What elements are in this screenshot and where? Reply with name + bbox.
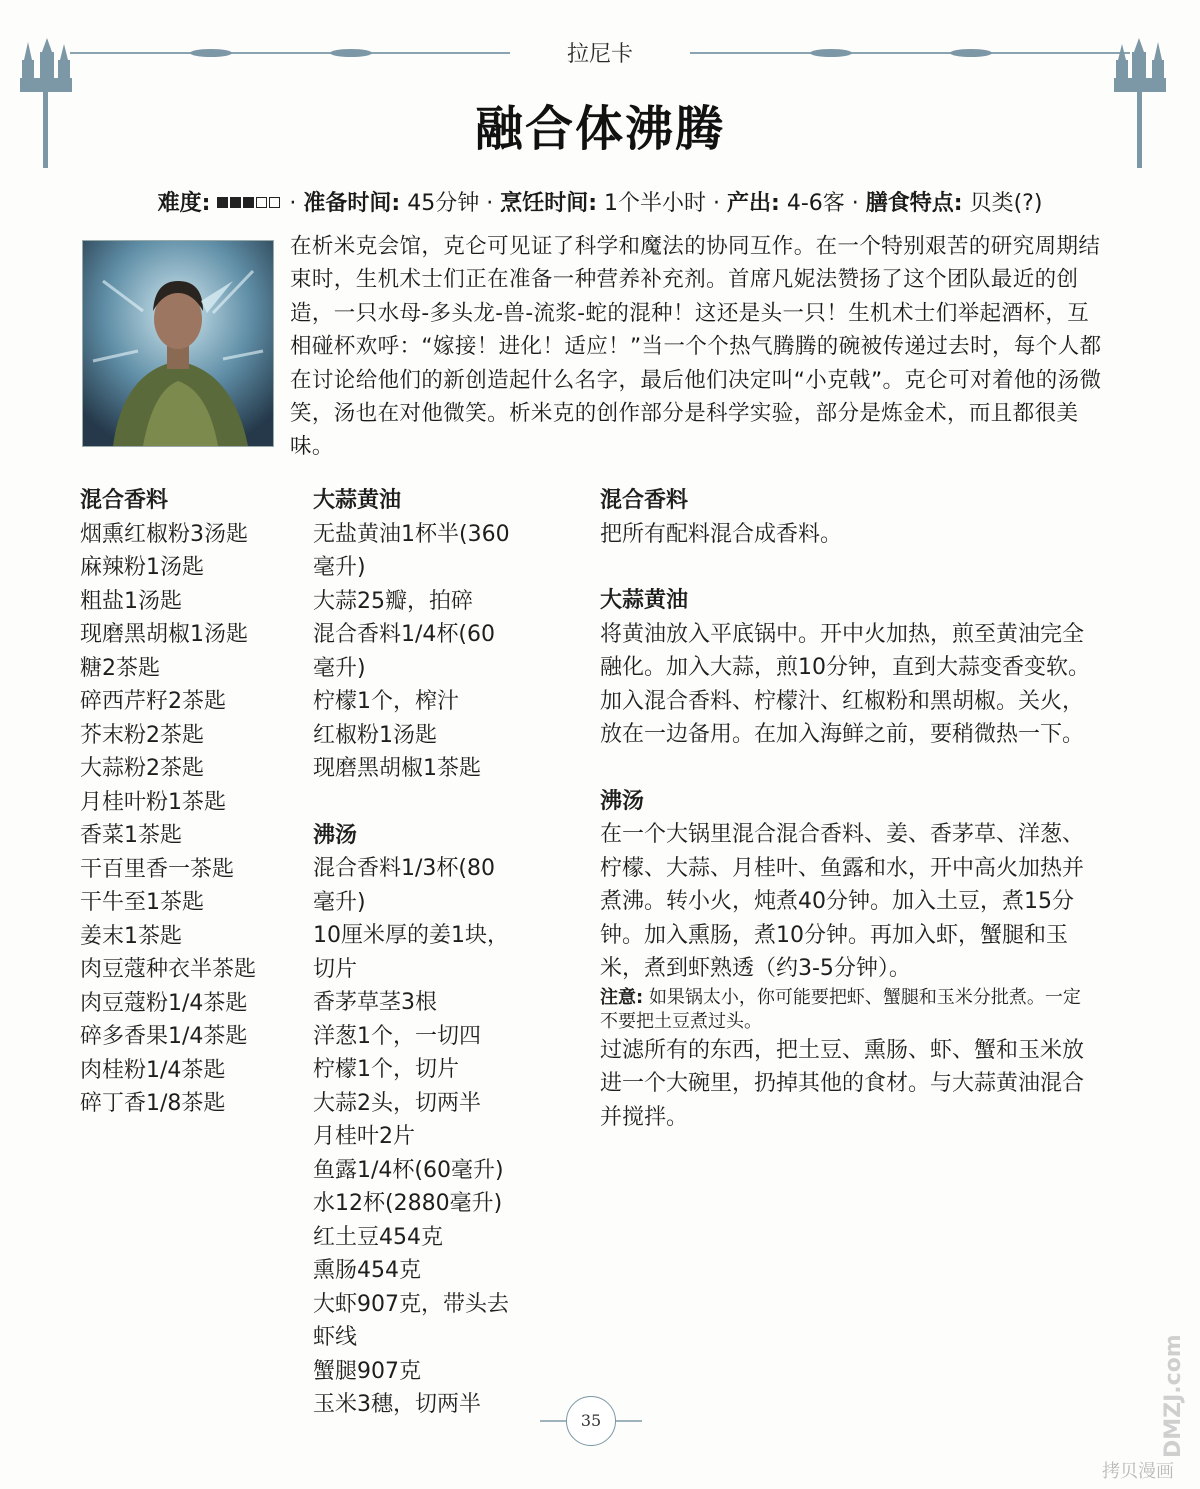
- ingredient-item: 蟹腿907克: [313, 1358, 421, 1384]
- ingredients-spice-heading: 混合香料: [80, 488, 169, 513]
- ingredient-item: 碎丁香1/8茶匙: [80, 1091, 226, 1116]
- difficulty-label: 难度:: [157, 191, 211, 216]
- instructions-butter-text-2: 加入混合香料、柠檬汁、红椒粉和黑胡椒。关火，放在一边备用。在加入海鲜之前，要稍微热一下。: [600, 688, 1085, 747]
- page-number: 35: [566, 1396, 616, 1446]
- instructions-spice-heading: 混合香料: [600, 488, 689, 513]
- ingredient-item: 姜末1茶匙: [80, 923, 182, 949]
- ingredient-item: 大蒜2头，切两半: [313, 1090, 481, 1116]
- page-number-rule-left: [540, 1420, 568, 1422]
- ingredient-item: 大蒜粉2茶匙: [80, 756, 204, 781]
- ingredient-item: 月桂叶2片: [313, 1124, 415, 1149]
- ingredient-item: 大虾907克，带头去: [313, 1291, 509, 1317]
- ingredient-item: 烟熏红椒粉3汤匙: [80, 521, 248, 547]
- instructions-note: [600, 986, 1090, 1034]
- page-number-rule-right: [614, 1420, 642, 1422]
- ingredient-item: 碎西芹籽2茶匙: [80, 689, 226, 714]
- recipe-title: 融合体沸腾: [474, 101, 725, 157]
- ingredients-butter-heading: 大蒜黄油: [313, 488, 402, 513]
- difficulty-empty-icon: [256, 197, 267, 208]
- ingredient-item: 肉桂粉1/4茶匙: [80, 1057, 226, 1083]
- difficulty-filled-icon: [243, 197, 254, 208]
- section-title: 拉尼卡: [566, 42, 633, 67]
- ingredient-item: 碎多香果1/4茶匙: [80, 1024, 248, 1049]
- ingredient-item: 熏肠454克: [313, 1258, 421, 1283]
- ingredient-item: 糖2茶匙: [80, 655, 160, 681]
- ingredient-item: 毫升): [313, 555, 366, 580]
- ingredient-item: 肉豆蔻种衣半茶匙: [80, 957, 257, 982]
- ingredient-item: 柠檬1个，切片: [313, 1057, 459, 1082]
- ingredient-item: 玉米3穗，切两半: [313, 1392, 481, 1417]
- instructions-column: [600, 484, 1090, 1134]
- cook-time-value: 1个半小时: [604, 191, 707, 216]
- instructions-boil-heading: 沸汤: [600, 788, 645, 814]
- diet-value: 贝类(?): [969, 191, 1043, 216]
- ingredient-item: 柠檬1个，榨汁: [313, 689, 459, 714]
- ingredients-butter-list: [313, 518, 553, 786]
- ingredient-item: 芥末粉2茶匙: [80, 722, 204, 748]
- ingredients-spice-list: [80, 518, 300, 1121]
- yield-value: 4-6客: [786, 191, 845, 216]
- ingredient-item: 月桂叶粉1茶匙: [80, 789, 226, 815]
- ingredient-item: 水12杯(2880毫升): [313, 1191, 503, 1216]
- ingredient-item: 混合香料1/4杯(60: [313, 622, 495, 647]
- cook-time-label: 烹饪时间:: [500, 191, 598, 216]
- instructions-boil-text: 在一个大锅里混合混合香料、姜、香茅草、洋葱、柠檬、大蒜、月桂叶、鱼露和水，开中高火加热并煮沸。转小火，炖煮40分钟。加入土豆，煮15分钟。加入熏肠，煮10分钟。再加入虾，蟹腿和玉米，煮到虾熟透（约3-5分钟）。: [600, 822, 1085, 981]
- ingredient-item: 干牛至1茶匙: [80, 890, 204, 915]
- instructions-butter-text-1: 将黄油放入平底锅中。开中火加热，煎至黄油完全融化。加入大蒜，煎10分钟，直到大蒜变香变软。: [600, 621, 1090, 680]
- ingredient-item: 香菜1茶匙: [80, 823, 182, 848]
- recipe-meta: 难度: · 准备时间: 45分钟 · 烹饪时间: 1个半小时 · 产出: 4-6客 · 膳食特点: 贝类(?): [157, 191, 1043, 216]
- ingredient-item: 红椒粉1汤匙: [313, 722, 437, 748]
- difficulty-empty-icon: [269, 197, 280, 208]
- note-label: 注意:: [600, 986, 644, 1008]
- instructions-butter-heading: 大蒜黄油: [600, 588, 689, 613]
- ingredient-item: 香茅草茎3根: [313, 990, 437, 1015]
- ingredients-spice-column: [80, 484, 300, 1121]
- difficulty-filled-icon: [217, 197, 228, 208]
- ingredient-item: 大蒜25瓣，拍碎: [313, 588, 473, 614]
- ingredient-item: 毫升): [313, 655, 366, 681]
- ingredient-item: 切片: [313, 956, 358, 982]
- ingredient-item: 现磨黑胡椒1汤匙: [80, 622, 248, 647]
- ingredient-item: 现磨黑胡椒1茶匙: [313, 756, 481, 781]
- copy-manga-watermark: 拷贝漫画: [1102, 1461, 1174, 1482]
- diet-label: 膳食特点:: [865, 191, 963, 216]
- note-text: 如果锅太小，你可能要把虾、蟹腿和玉米分批煮。一定不要把土豆煮过头。: [600, 986, 1081, 1032]
- svg-text:DMZJ.com: DMZJ.com: [1161, 1334, 1186, 1458]
- intro-paragraph: 在析米克会馆，克仑可见证了科学和魔法的协同互作。在一个特别艰苦的研究周期结束时，生机术士们正在准备一种营养补充剂。首席凡妮法赞扬了这个团队最近的创造，一只水母-多头龙-兽-流浆-蛇的混种！这还是头一只！生机术士们举起酒杯，互相碰杯欢呼：“嫁接！进化！适应！”当一个个热气腾腾的碗被传递过去时，每个人都在讨论给他们的新创造起什么名字，最后他们决定叫“小克戟”。克仑可对着他的汤微笑，汤也在对他微笑。析米克的创作部分是科学实验，部分是炼金术，而且都很美味。: [290, 234, 1102, 460]
- ingredient-item: 洋葱1个，一切四: [313, 1023, 481, 1049]
- ingredients-boil-heading: 沸汤: [313, 822, 358, 848]
- yield-label: 产出:: [727, 191, 780, 216]
- difficulty-filled-icon: [230, 197, 241, 208]
- ingredient-item: 毫升): [313, 889, 366, 915]
- ingredients-butter-boil-column: [313, 484, 553, 1422]
- difficulty-rating: [217, 191, 282, 216]
- ingredient-item: 红土豆454克: [313, 1224, 443, 1250]
- ingredient-item: 肉豆蔻粉1/4茶匙: [80, 990, 248, 1016]
- instructions-boil-text-2: 过滤所有的东西，把土豆、熏肠、虾、蟹和玉米放进一个大碗里，扔掉其他的食材。与大蒜黄油混合并搅拌。: [600, 1037, 1085, 1130]
- ingredients-boil-list: [313, 852, 553, 1422]
- instructions-spice-text: 把所有配料混合成香料。: [600, 521, 843, 547]
- ingredient-item: 麻辣粉1汤匙: [80, 555, 204, 580]
- ingredient-item: 鱼露1/4杯(60毫升): [313, 1157, 504, 1183]
- ingredient-item: 混合香料1/3杯(80: [313, 856, 495, 881]
- ingredient-item: 虾线: [313, 1325, 358, 1350]
- ingredient-item: 10厘米厚的姜1块，: [313, 923, 509, 948]
- ingredient-item: 粗盐1汤匙: [80, 588, 182, 614]
- prep-time-label: 准备时间:: [303, 191, 401, 216]
- dmzj-watermark-logo: [1150, 1330, 1190, 1460]
- prep-time-value: 45分钟: [407, 191, 480, 216]
- ingredient-item: 干百里香一茶匙: [80, 856, 235, 882]
- ingredient-item: 无盐黄油1杯半(360: [313, 521, 510, 547]
- character-portrait: [82, 240, 274, 447]
